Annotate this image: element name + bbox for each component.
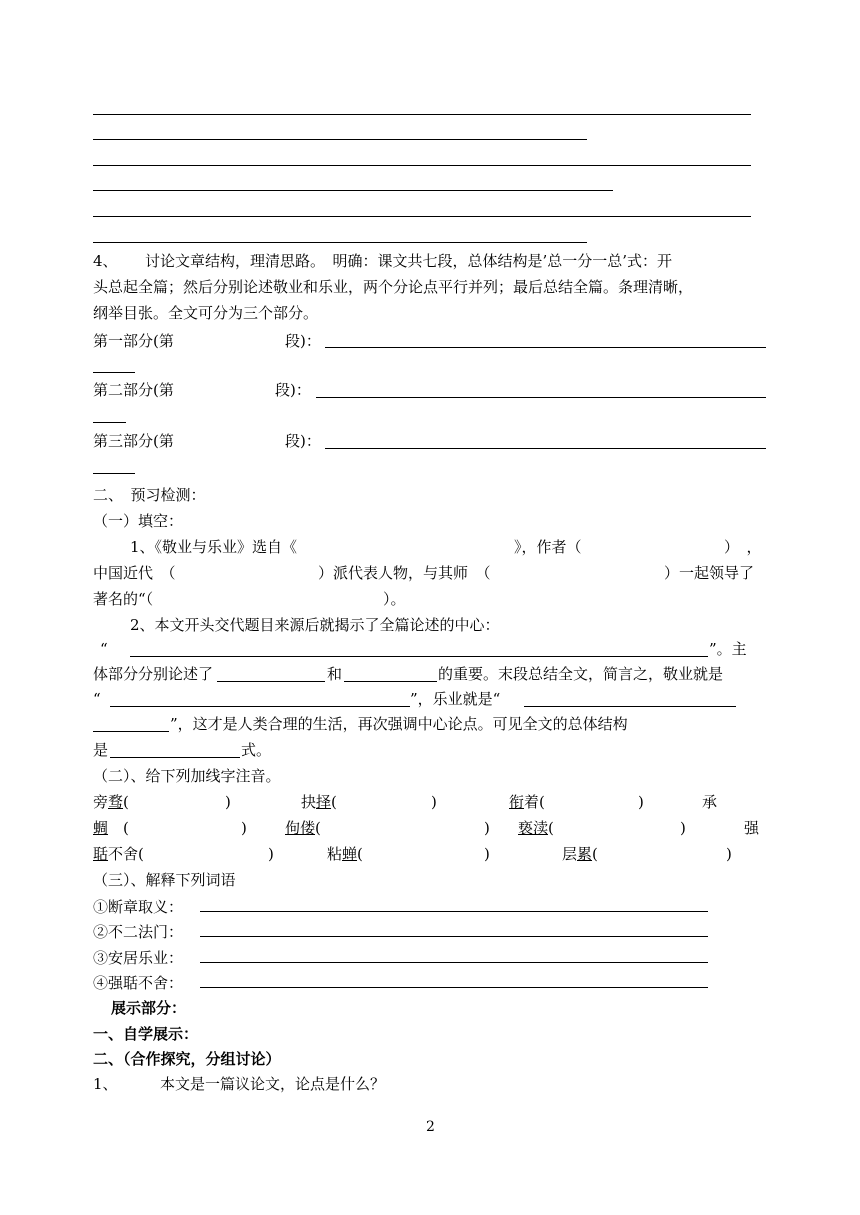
fill2-c: ”。主 xyxy=(709,640,747,658)
pinyin-item: 旁骛( xyxy=(93,793,129,811)
part3-suffix: 段)： xyxy=(285,432,321,450)
fill1-a: 1、《敬业与乐业》选自《 xyxy=(130,538,298,556)
q4-line1: 讨论文章结构，理清思路。 明确：课文共七段，总体结构是’总一分一总’式：开 xyxy=(145,252,673,270)
part1-line[interactable] xyxy=(325,347,766,348)
pinyin-close: ) xyxy=(225,793,231,811)
pinyin-item: 聒不舍( xyxy=(93,845,144,863)
pinyin-close: ) xyxy=(484,845,490,863)
define-blank[interactable] xyxy=(200,962,708,963)
pinyin-close: ) xyxy=(726,845,732,863)
fill2-blank2[interactable] xyxy=(344,681,437,682)
fill2-j: 是 xyxy=(93,741,109,759)
fill2-blank4[interactable] xyxy=(524,706,736,707)
define-blank[interactable] xyxy=(200,987,708,988)
fill1-e: ）派代表人物，与其师 （ xyxy=(318,564,491,582)
define-term: ②不二法门： xyxy=(93,923,184,941)
pinyin-item: 承 xyxy=(702,793,718,811)
fill1-f: ）一起领导了 xyxy=(664,564,755,582)
pinyin-close: ) xyxy=(431,793,437,811)
fill1-h: ）。 xyxy=(383,590,406,608)
q1-number: 1、 xyxy=(93,1075,118,1093)
fill2-f: 的重要。末段总结全文，简言之，敬业就是 xyxy=(438,665,724,683)
fill1-b: 》，作者（ xyxy=(514,538,582,556)
fill2-g: “ xyxy=(93,690,101,708)
fill2-h: ”，乐业就是“ xyxy=(410,690,501,708)
define-blank[interactable] xyxy=(200,911,708,912)
page-number: 2 xyxy=(426,1119,435,1135)
answer-line xyxy=(93,139,587,140)
answer-line xyxy=(93,216,751,217)
fill1-g: 著名的“（ xyxy=(93,590,154,608)
part3-prefix: 第三部分(第 xyxy=(93,432,174,450)
part1-prefix: 第一部分(第 xyxy=(93,332,174,350)
define-term: ①断章取义： xyxy=(93,898,184,916)
fill2-i: ”，这才是人类合理的生活，再次强调中心论点。可见全文的总体结构 xyxy=(170,715,628,733)
fill2-blank1[interactable] xyxy=(217,681,325,682)
fill-heading: （一）填空： xyxy=(93,512,184,530)
pinyin-item: 蜩 ( xyxy=(93,819,129,837)
fill2-blank4-cont[interactable] xyxy=(93,731,169,732)
fill2-e: 和 xyxy=(327,665,343,683)
q4-number: 4、 xyxy=(93,252,118,270)
fill2-a: 2、本文开头交代题目来源后就揭示了全篇论述的中心： xyxy=(130,616,500,634)
pinyin-item: 粘蝉( xyxy=(327,845,363,863)
q4-line2: 头总起全篇；然后分别论述敬业和乐业，两个分论点平行并列；最后总结全篇。条理清晰， xyxy=(93,278,694,296)
pinyin-item: 抉择( xyxy=(301,793,337,811)
fill2-blank3[interactable] xyxy=(110,706,410,707)
pinyin-item: 亵渎( xyxy=(518,819,554,837)
part3-line-tail xyxy=(93,473,135,474)
pinyin-close: ) xyxy=(241,819,247,837)
self-study-heading: 一、自学展示： xyxy=(93,1025,199,1043)
part1-suffix: 段)： xyxy=(285,332,321,350)
pinyin-item: 佝偻( xyxy=(285,819,321,837)
part3-line[interactable] xyxy=(325,448,766,449)
fill2-b: “ xyxy=(100,640,108,658)
part2-prefix: 第二部分(第 xyxy=(93,381,174,399)
define-term: ③安居乐业： xyxy=(93,949,184,967)
section2-heading: 二、 预习检测： xyxy=(93,486,206,504)
fill2-blank5[interactable] xyxy=(110,757,240,758)
pinyin-item: 衔着( xyxy=(509,793,545,811)
q4-line3: 纲举目张。全文可分为三个部分。 xyxy=(93,304,319,322)
fill1-d: 中国近代 （ xyxy=(93,564,176,582)
define-blank[interactable] xyxy=(200,936,708,937)
define-heading: （三）、解释下列词语 xyxy=(93,871,236,889)
answer-line xyxy=(93,114,751,115)
part2-suffix: 段)： xyxy=(275,381,311,399)
q1-text: 本文是一篇议论文，论点是什么？ xyxy=(160,1075,386,1093)
pinyin-item: 强 xyxy=(744,819,760,837)
coop-heading: 二、（合作探究，分组讨论） xyxy=(93,1050,281,1068)
part1-line-tail xyxy=(93,372,135,373)
answer-line xyxy=(93,242,587,243)
fill2-d: 体部分分别论述了 xyxy=(93,665,214,683)
fill2-k: 式。 xyxy=(241,741,272,759)
part2-line[interactable] xyxy=(316,397,766,398)
answer-line xyxy=(93,165,751,166)
part2-line-tail xyxy=(93,422,126,423)
fill2-center-blank[interactable] xyxy=(130,656,708,657)
pinyin-item: 层累( xyxy=(562,845,598,863)
define-term: ④强聒不舍： xyxy=(93,974,184,992)
pinyin-close: ) xyxy=(484,819,490,837)
pinyin-close: ) xyxy=(638,793,644,811)
pinyin-heading: （二）、给下列加线字注音。 xyxy=(93,767,281,785)
pinyin-close: ) xyxy=(680,819,686,837)
answer-line xyxy=(93,190,613,191)
pinyin-close: ) xyxy=(268,845,274,863)
display-heading: 展示部分： xyxy=(111,999,187,1017)
fill1-c: ） ， xyxy=(724,538,762,556)
